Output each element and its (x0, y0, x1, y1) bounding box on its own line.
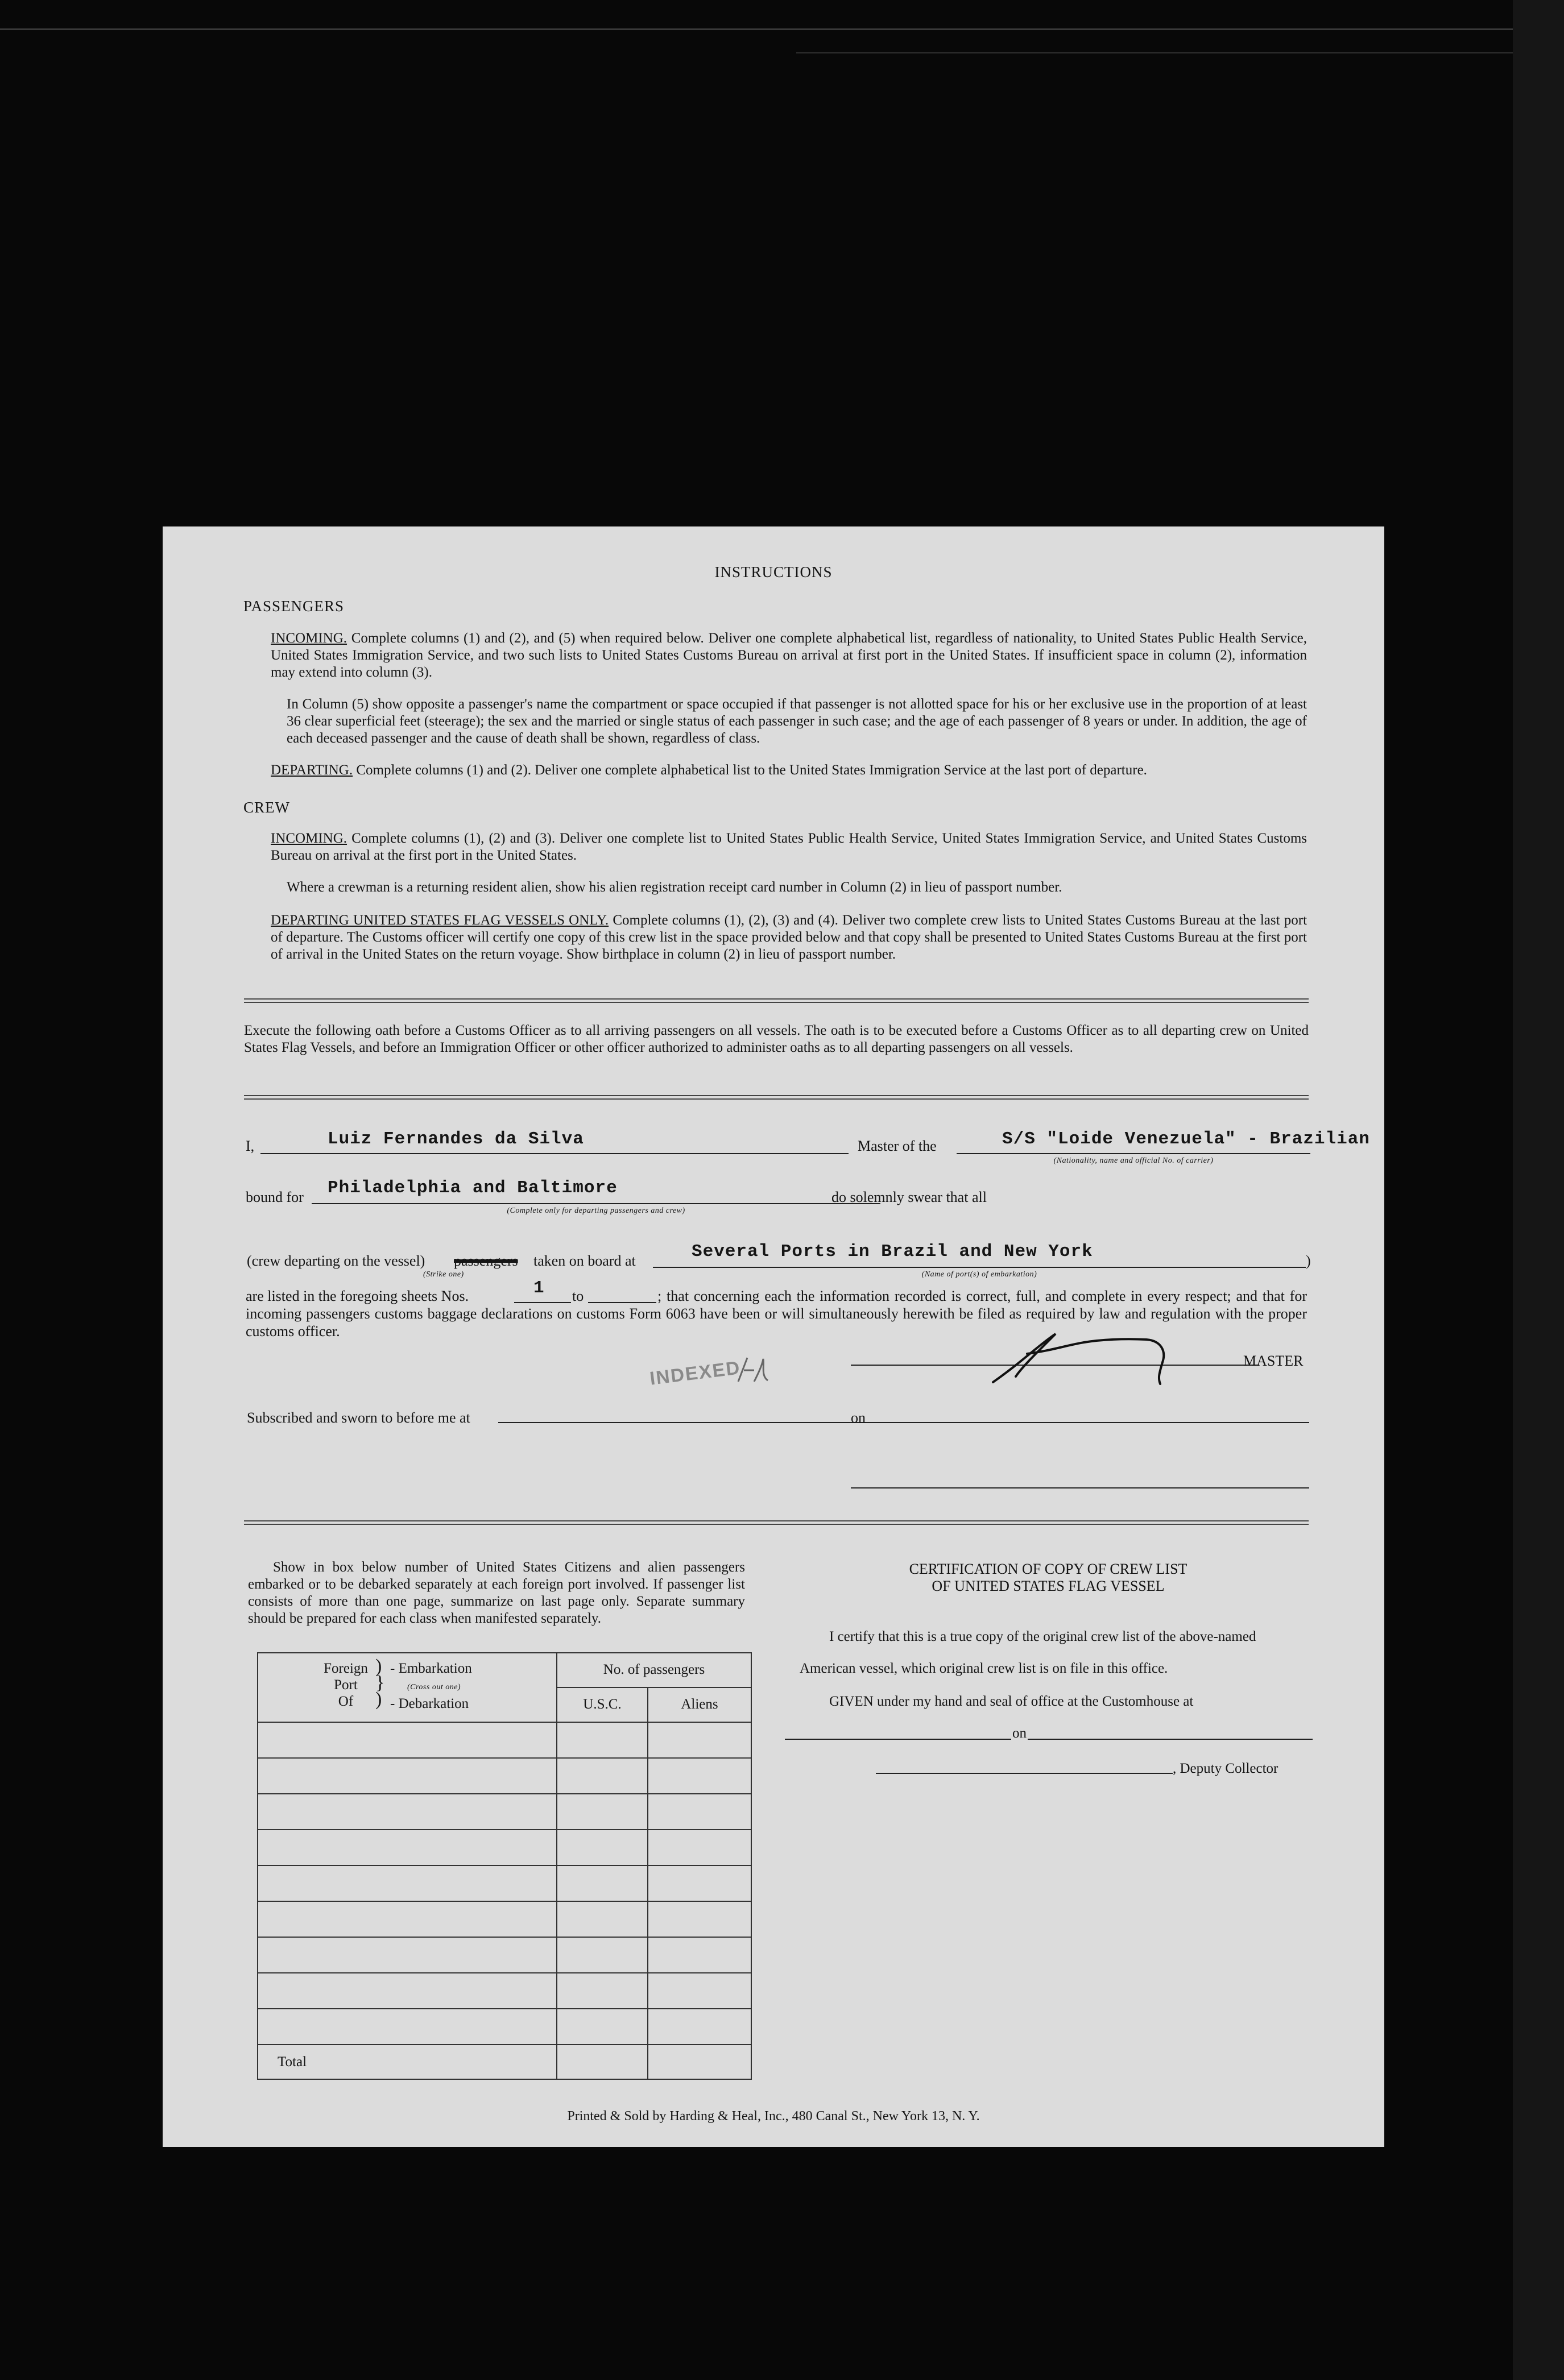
master-name-line (260, 1153, 849, 1154)
aliens-cell[interactable] (648, 1901, 751, 1937)
oath-instructions: Execute the following oath before a Customs Officer as to all arriving passengers on all vessels. The oath is to be executed before a Customs Officer as to all departing crew on United States Flag Vessels, and before an Immigration Officer or other officer authorized to administer oaths as to all departing passengers on all vessels. (244, 1023, 1309, 1055)
deputy-collector-label: , Deputy Collector (1173, 1761, 1278, 1776)
aliens-total-cell[interactable] (648, 2045, 751, 2079)
crew-departing-paragraph (271, 912, 1307, 963)
usc-cell[interactable] (557, 1722, 648, 1758)
aliens-cell[interactable] (648, 1722, 751, 1758)
crew-heading: CREW (243, 799, 290, 816)
passengers-column5-paragraph: In Column (5) show opposite a passenger's name the compartment or space occupied if that passenger is not allotted space for his or her exclusive use in the proportion of at least 36 clear superficial feet (steerage); the sex and the married or single status of each passenger in such case; and the age of each passenger of 8 years or under. In addition, the age of each deceased passenger and the cause of death shall be shown, regardless of class. (287, 696, 1307, 746)
passengers-heading: PASSENGERS (243, 598, 345, 615)
usc-cell[interactable] (557, 1973, 648, 2009)
crew-incoming-label: INCOMING. (271, 831, 347, 846)
bound-for-line (312, 1203, 880, 1204)
port-label: Port (334, 1677, 358, 1693)
section-divider (244, 1095, 1309, 1100)
passengers-departing-paragraph (271, 762, 1311, 779)
document-page (163, 526, 1384, 2147)
to-label: to (572, 1288, 584, 1304)
subscribed-on-label: on (851, 1409, 866, 1426)
customhouse-line (785, 1739, 1313, 1740)
foreign-label: Foreign (324, 1661, 368, 1676)
crew-departing-label: DEPARTING UNITED STATES FLAG VESSELS ONLY. (271, 913, 609, 928)
aliens-cell[interactable] (648, 1973, 751, 2009)
scan-artifact-line (0, 28, 1564, 30)
crew-departing-text: Complete columns (1), (2), (3) and (4). Deliver two complete crew lists to United States Customs Bureau at the last port of departure. The Customs officer will certify one copy of this crew list in the space provided below and that copy shall be presented to United States Customs Bureau at the first port of arrival in the United States on the return voyage. Show birthplace in column (2) in lieu of passport number. (271, 913, 1308, 962)
usc-cell[interactable] (557, 1937, 648, 1973)
no-passengers-header: No. of passengers (557, 1653, 751, 1687)
brace-glyphs: ) } ) (375, 1656, 385, 1710)
port-cell[interactable] (258, 1758, 557, 1794)
sheets-label: are listed in the foregoing sheets Nos. (246, 1288, 469, 1304)
aliens-cell[interactable] (648, 1830, 751, 1865)
port-header-cell (258, 1653, 557, 1722)
usc-cell[interactable] (557, 1794, 648, 1830)
master-of-label: Master of the (858, 1138, 937, 1154)
crew-departing-label: (crew departing on the vessel) (247, 1253, 425, 1269)
stamp-handwriting (731, 1353, 771, 1387)
passengers-incoming-paragraph (271, 630, 1307, 681)
swear-text: do solemnly swear that all (831, 1189, 987, 1205)
oath-i-label: I, (246, 1138, 255, 1154)
aliens-cell[interactable] (648, 1937, 751, 1973)
certify-text: ; that concerning each the information recorded is correct, full, and complete in every respect; and that for incoming passengers customs baggage declarations on customs Form 6063 have been or will simultaneously herewith be filed as required by law and regulation with the proper customs officer. (246, 1288, 1307, 1340)
sheet-no-value: 1 (533, 1278, 545, 1298)
strike-caption: (Strike one) (423, 1270, 464, 1279)
subscribed-label: Subscribed and sworn to before me at (247, 1409, 470, 1426)
crew-incoming-paragraph (271, 830, 1307, 864)
debarkation-option[interactable]: - Debarkation (390, 1696, 469, 1711)
ports-close-paren: ) (1306, 1253, 1311, 1269)
ports-line (653, 1267, 1306, 1268)
aliens-cell[interactable] (648, 2009, 751, 2045)
bound-for-value: Philadelphia and Baltimore (328, 1178, 618, 1198)
crew-incoming-text: Complete columns (1), (2) and (3). Deliver one complete list to United States Public Health Service, United States Immigration Service, and United States Customs Bureau on arrival at the first port in the United States. (271, 831, 1308, 863)
usc-header: U.S.C. (557, 1687, 648, 1722)
section-divider (244, 998, 1309, 1003)
cross-out-note: (Cross out one) (407, 1683, 461, 1691)
given-text: GIVEN under my hand and seal of office at the Customhouse at (829, 1694, 1194, 1709)
deputy-signature-line (876, 1773, 1173, 1774)
master-name-value: Luiz Fernandes da Silva (328, 1129, 584, 1149)
usc-cell[interactable] (557, 2009, 648, 2045)
ports-value: Several Ports in Brazil and New York (692, 1242, 1093, 1262)
usc-cell[interactable] (557, 1865, 648, 1901)
port-cell[interactable] (258, 1722, 557, 1758)
aliens-cell[interactable] (648, 1794, 751, 1830)
port-cell[interactable] (258, 2009, 557, 2045)
officer-signature-line (851, 1487, 1309, 1488)
master-signature (970, 1322, 1186, 1385)
port-cell[interactable] (258, 1973, 557, 2009)
port-cell[interactable] (258, 1794, 557, 1830)
passengers-incoming-label: INCOMING. (271, 631, 347, 646)
usc-cell[interactable] (557, 1901, 648, 1937)
certification-title-line1: CERTIFICATION OF COPY OF CREW LIST (909, 1561, 1188, 1577)
ports-caption: (Name of port(s) of embarkation) (921, 1270, 1037, 1279)
struck-passengers-word: passengers (454, 1253, 518, 1269)
master-label: MASTER (1243, 1353, 1304, 1369)
summary-instructions: Show in box below number of United States Citizens and alien passengers embarked or to be debarked separately at each foreign port involved. If passenger list consists of more than one page, summarize on last page only. Separate summary should be prepared for each class when manifested separately. (248, 1560, 745, 1626)
vessel-line (957, 1153, 1310, 1154)
bound-for-label: bound for (246, 1189, 304, 1205)
subscribed-date-line (867, 1422, 1309, 1423)
aliens-cell[interactable] (648, 1865, 751, 1901)
printer-footer: Printed & Sold by Harding & Heal, Inc., 480 Canal St., New York 13, N. Y. (567, 2109, 980, 2124)
of-label: Of (338, 1694, 354, 1709)
usc-cell[interactable] (557, 1830, 648, 1865)
scan-edge-band (1513, 0, 1564, 2380)
passengers-incoming-text: Complete columns (1) and (2), and (5) when required below. Deliver one complete alphabetical list, regardless of nationality, to United States Public Health Service, United States Immigration Service, and two such lists to United States Customs Bureau on arrival at first port in the United States. If insufficient space in column (2), information may extend into column (3). (271, 631, 1308, 680)
port-cell[interactable] (258, 1937, 557, 1973)
vessel-caption: (Nationality, name and official No. of carrier) (1053, 1156, 1214, 1165)
instructions-title: INSTRUCTIONS (714, 563, 833, 581)
usc-cell[interactable] (557, 1758, 648, 1794)
passengers-departing-label: DEPARTING. (271, 762, 353, 778)
scan-artifact-line (796, 52, 1564, 53)
certification-text-line2: American vessel, which original crew list is on file in this office. (800, 1661, 1168, 1676)
taken-on-board-label: taken on board at (533, 1253, 636, 1269)
aliens-cell[interactable] (648, 1758, 751, 1794)
section-divider (244, 1520, 1309, 1525)
port-cell[interactable] (258, 1865, 557, 1901)
embarkation-option[interactable]: - Embarkation (390, 1661, 472, 1676)
passenger-summary-table (257, 1652, 752, 2080)
indexed-stamp: INDEXED (648, 1357, 742, 1389)
certification-title-line2: OF UNITED STATES FLAG VESSEL (932, 1578, 1165, 1594)
crew-alien-paragraph: Where a crewman is a returning resident alien, show his alien registration receipt card number in Column (2) in lieu of passport number. (287, 880, 1062, 895)
total-label: Total (258, 2045, 557, 2079)
vessel-value: S/S "Loide Venezuela" - Brazilian (1002, 1129, 1370, 1149)
usc-total-cell[interactable] (557, 2045, 648, 2079)
certification-text-line1: I certify that this is a true copy of the original crew list of the above-named (829, 1629, 1256, 1644)
certification-on-label: on (1012, 1726, 1027, 1741)
port-cell[interactable] (258, 1901, 557, 1937)
passengers-departing-text: Complete columns (1) and (2). Deliver one complete alphabetical list to the United States Immigration Service at the last port of departure. (356, 762, 1147, 778)
aliens-header: Aliens (648, 1687, 751, 1722)
port-cell[interactable] (258, 1830, 557, 1865)
bound-for-caption: (Complete only for departing passengers and crew) (507, 1206, 685, 1215)
